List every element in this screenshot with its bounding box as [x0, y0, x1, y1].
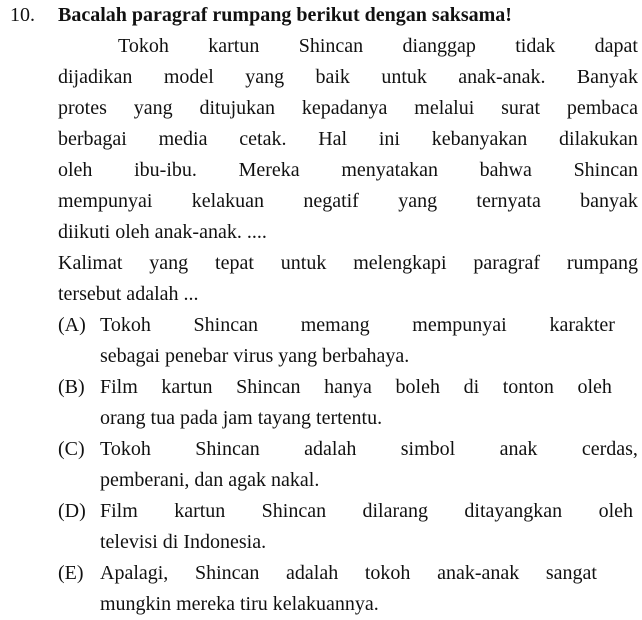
paragraph-line: protes yang ditujukan kepadanya melalui surat pembaca [58, 97, 638, 119]
option-text-line: Tokoh Shincan memang mempunyai karakter [100, 314, 615, 336]
paragraph-line: oleh ibu-ibu. Mereka menyatakan bahwa Shincan [58, 159, 638, 181]
prompt-line: tersebut adalah ... [58, 283, 199, 305]
option-text-line: sebagai penebar virus yang berbahaya. [100, 345, 410, 367]
option-label: (A) [58, 314, 86, 336]
option-label: (D) [58, 500, 86, 522]
option-label: (B) [58, 376, 85, 398]
option-text-line: televisi di Indonesia. [100, 531, 267, 553]
option-text-line: mungkin mereka tiru kelakuannya. [100, 593, 379, 615]
option-text-line: Film kartun Shincan hanya boleh di tonton oleh [100, 376, 612, 398]
option-label: (C) [58, 438, 85, 460]
paragraph-line: mempunyai kelakuan negatif yang ternyata banyak [58, 190, 638, 212]
option-text-line: Apalagi, Shincan adalah tokoh anak-anak sangat [100, 562, 597, 584]
option-text-line: Film kartun Shincan dilarang ditayangkan oleh [100, 500, 633, 522]
option-text-line: Tokoh Shincan adalah simbol anak cerdas, [100, 438, 638, 460]
prompt-line: Kalimat yang tepat untuk melengkapi paragraf rumpang [58, 252, 638, 274]
paragraph-line: Tokoh kartun Shincan dianggap tidak dapat [118, 35, 638, 57]
paragraph-line: berbagai media cetak. Hal ini kebanyakan dilakukan [58, 128, 638, 150]
option-text-line: pemberani, dan agak nakal. [100, 469, 320, 491]
question-number: 10. [10, 4, 35, 26]
paragraph-line: diikuti oleh anak-anak. .... [58, 221, 267, 243]
question-instruction: Bacalah paragraf rumpang berikut dengan saksama! [58, 4, 512, 26]
paragraph-line: dijadikan model yang baik untuk anak-anak. Banyak [58, 66, 638, 88]
option-text-line: orang tua pada jam tayang tertentu. [100, 407, 383, 429]
option-label: (E) [58, 562, 84, 584]
